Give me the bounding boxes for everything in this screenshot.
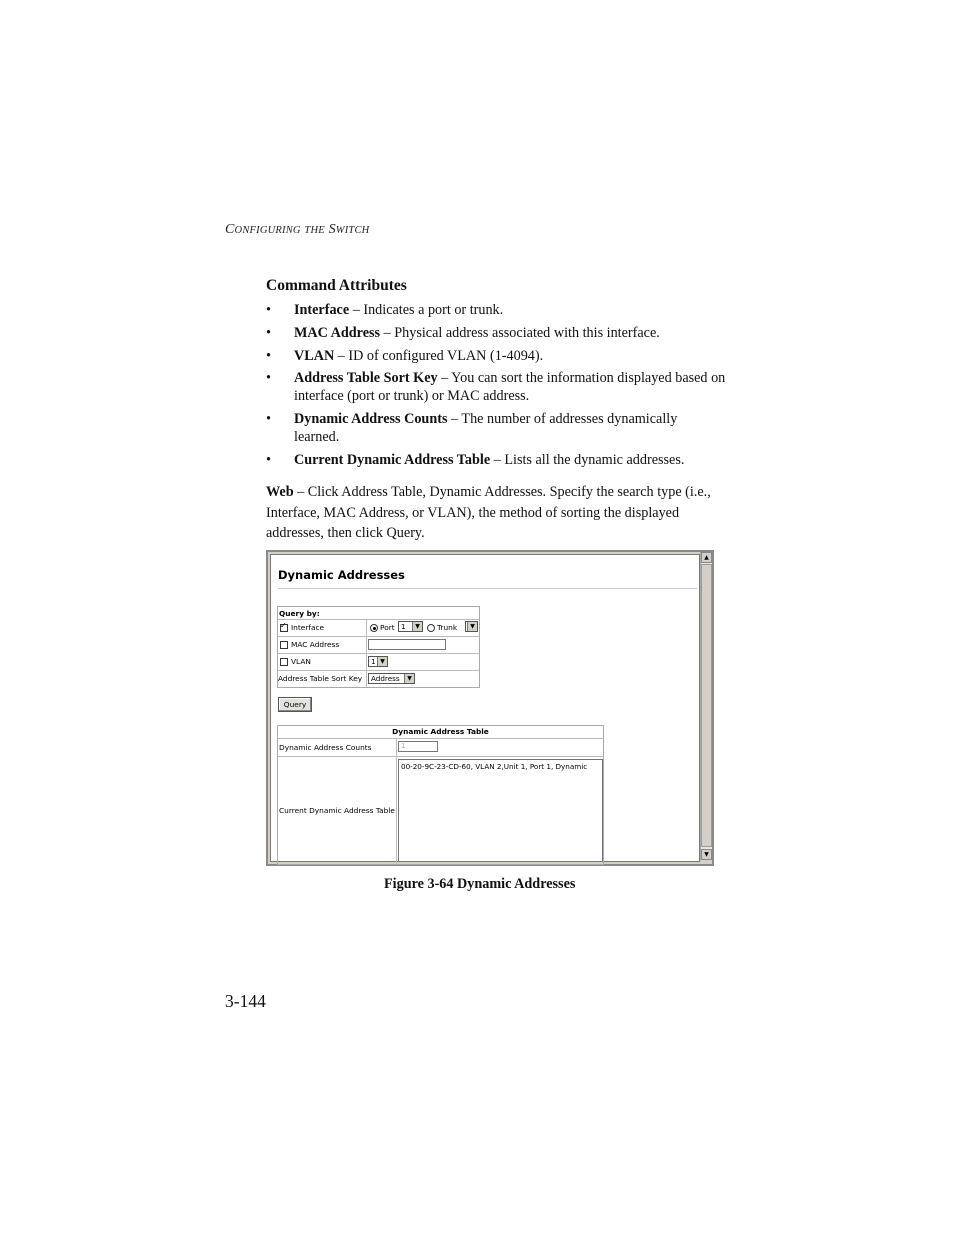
scrollbar-thumb[interactable]	[701, 564, 712, 847]
trunk-label: Trunk	[437, 623, 458, 632]
dynamic-address-table	[277, 725, 604, 865]
mac-row	[278, 636, 479, 654]
current-table-listbox[interactable]	[398, 759, 603, 862]
port-radio[interactable]	[370, 624, 378, 632]
running-head: CONFIGURING THE SWITCH	[225, 222, 370, 237]
screenshot-viewport	[270, 554, 700, 862]
query-table	[277, 606, 480, 688]
dynamic-counts-row	[278, 738, 603, 757]
list-item: • Interface – Indicates a port or trunk.	[266, 302, 504, 318]
sort-key-label: Address Table Sort Key	[278, 674, 363, 683]
query-by-label: Query by:	[279, 609, 320, 618]
vlan-select[interactable]: 1 ▼	[368, 656, 388, 667]
chevron-down-icon: ▼	[467, 622, 477, 631]
dynamic-counts-field: 1	[398, 741, 438, 752]
trunk-select[interactable]	[465, 621, 478, 632]
chevron-down-icon: ▼	[412, 622, 422, 631]
sort-key-row	[278, 670, 479, 687]
query-button[interactable]: Query	[278, 697, 312, 712]
interface-row	[278, 619, 479, 637]
mac-checkbox[interactable]	[280, 641, 288, 649]
address-entry[interactable]: 00-20-9C-23-CD-60, VLAN 2,Unit 1, Port 1, Dynamic	[401, 762, 588, 771]
page-title: Dynamic Addresses	[278, 568, 405, 582]
current-table-row	[278, 757, 603, 864]
list-item: • Address Table Sort Key – You can sort the information displayed based on interface (port or trunk) or MAC address.	[266, 370, 726, 405]
chevron-down-icon: ▼	[404, 674, 414, 683]
vertical-scrollbar[interactable]	[700, 552, 712, 860]
list-item: • VLAN – ID of configured VLAN (1-4094).	[266, 347, 544, 364]
vlan-checkbox[interactable]	[280, 658, 288, 666]
figure-caption: Figure 3-64 Dynamic Addresses	[384, 876, 576, 892]
title-divider	[278, 588, 697, 589]
list-item: • Dynamic Address Counts – The number of addresses dynamically learned.	[266, 411, 678, 446]
port-select[interactable]: 1 ▼	[398, 621, 423, 632]
interface-checkbox[interactable]	[280, 624, 288, 632]
dynamic-addresses-screenshot	[266, 550, 714, 866]
port-label: Port	[380, 623, 395, 632]
chevron-down-icon: ▼	[377, 657, 387, 666]
dynamic-table-header: Dynamic Address Table	[278, 726, 603, 739]
scroll-down-icon[interactable]: ▼	[701, 849, 712, 860]
web-instructions: Web – Click Address Table, Dynamic Addresses. Specify the search type (i.e., Interface, MAC Address, or VLAN), the method of sorting the displayed addresses, then click Query.	[266, 484, 711, 541]
attribute-list	[266, 301, 726, 474]
mac-label: MAC Address	[291, 640, 340, 649]
interface-label: Interface	[291, 623, 325, 632]
scroll-up-icon[interactable]: ▲	[701, 552, 712, 563]
current-table-label: Current Dynamic Address Table	[279, 806, 395, 815]
vlan-label: VLAN	[291, 657, 311, 666]
sort-key-select[interactable]: Address ▼	[368, 673, 415, 684]
list-item: • Current Dynamic Address Table – Lists all the dynamic addresses.	[266, 451, 685, 468]
dynamic-counts-label: Dynamic Address Counts	[279, 743, 372, 752]
mac-address-input[interactable]	[368, 639, 446, 650]
vlan-row	[278, 653, 479, 671]
list-item: • MAC Address – Physical address associated with this interface.	[266, 324, 660, 341]
trunk-radio[interactable]	[427, 624, 435, 632]
page-number: 3-144	[225, 991, 266, 1011]
section-title: Command Attributes	[266, 277, 407, 294]
